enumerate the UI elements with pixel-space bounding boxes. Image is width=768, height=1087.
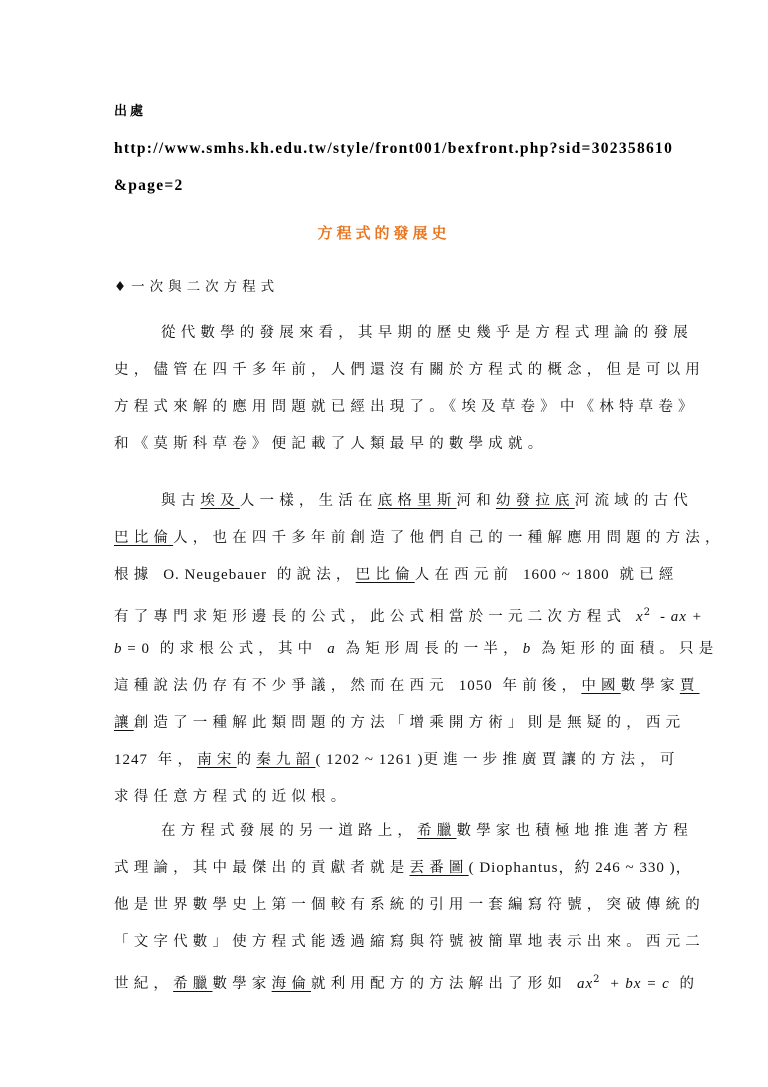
text: 世紀，: [114, 976, 174, 992]
underlined-term: 中國: [581, 678, 621, 694]
text-line: [114, 557, 679, 594]
text: 有了專門求矩形邊長的公式，此公式相當於一元二次方程式: [114, 609, 637, 625]
underlined-term: 賈: [679, 678, 700, 694]
math: b: [114, 641, 123, 657]
underlined-term: 希臘: [173, 976, 213, 992]
underlined-term: 丟番圖: [409, 860, 469, 876]
text: 為矩形的面積。只是: [531, 641, 719, 657]
math: + bx = c: [604, 976, 670, 992]
text-line: 從代數學的發展來看，其早期的歷史幾乎是方程式理論的發展: [161, 325, 693, 341]
number: 1600 ~ 1800: [523, 567, 610, 583]
text-line: 和《莫斯科草卷》便記載了人類最早的數學成就。: [114, 436, 548, 452]
paragraph-1: [114, 315, 705, 463]
date-range: ( 1202 ~ 1261 ): [315, 752, 424, 768]
source-url[interactable]: http://www.smhs.kh.edu.tw/style/front001/bexfront.php?sid=302358610&page=2: [114, 140, 674, 194]
text: 根據: [114, 567, 164, 583]
text: 的: [669, 976, 700, 992]
section-heading: [114, 275, 279, 295]
underlined-term: 幼發拉底: [495, 493, 575, 509]
underlined-term: 讓: [114, 715, 134, 731]
text: 在方程式發展的另一道路上，: [161, 823, 418, 839]
math: x: [636, 609, 644, 625]
text: 的求根公式，其中: [149, 641, 328, 657]
text: 他是世界數學史上第一個較有系統的引用一套編寫符號，突破傳統的: [114, 897, 705, 913]
text-line: [114, 961, 700, 998]
text-line: [114, 520, 725, 557]
math: ax: [576, 976, 594, 992]
text: 就利用配方的方法解出了形如: [311, 976, 577, 992]
diamond-bullet-icon: ♦: [114, 279, 132, 295]
text: 年，: [148, 752, 198, 768]
text-line: [114, 668, 700, 705]
text: 的: [236, 752, 257, 768]
text-line: [114, 483, 693, 520]
text-line: [114, 887, 705, 924]
text: 數學家也積極地推進著方程: [456, 823, 693, 839]
number: 1247: [114, 752, 148, 768]
paragraph-2: [114, 483, 725, 816]
underlined-term: 底格里斯: [377, 493, 457, 509]
text-line: [114, 594, 703, 631]
document-title: 方程式的發展史: [317, 224, 451, 242]
text: 人，也在四千多年前創造了他們自己的一種解應用問題的方法，: [173, 530, 725, 546]
text: 式理論，其中最傑出的貢獻者就是: [114, 860, 410, 876]
underlined-term: 希臘: [417, 823, 457, 839]
superscript: 2: [593, 974, 605, 985]
underlined-term: 巴比倫: [114, 530, 174, 546]
section-heading-text: 一次與二次方程式: [131, 279, 280, 295]
text: 數學家: [212, 976, 272, 992]
text-line: [114, 705, 686, 742]
text: 這種說法仍存有不少爭議，然而在西元: [114, 678, 459, 694]
latin-name: ( Diophantus，約 246 ~ 330 )，: [468, 860, 692, 876]
math: = 0: [122, 641, 150, 657]
text: 的說法，: [267, 567, 356, 583]
underlined-term: 巴比倫: [355, 567, 415, 583]
text: 更進一步推廣賈讓的方法，可: [423, 752, 680, 768]
text-line: [114, 631, 719, 668]
text: 為矩形周長的一半，: [335, 641, 523, 657]
text-line: [114, 742, 680, 779]
text-line: 史，儘管在四千多年前，人們還沒有關於方程式的概念，但是可以用: [114, 362, 705, 378]
source-label: 出處: [114, 104, 147, 119]
underlined-term: 秦九韶: [256, 752, 316, 768]
text: 求得任意方程式的近似根。: [114, 789, 351, 805]
text: 創造了一種解此類問題的方法「增乘開方術」則是無疑的，西元: [133, 715, 686, 731]
text: 河和: [456, 493, 496, 509]
text: 「文字代數」使方程式能透過縮寫與符號被簡單地表示出來。西元二: [114, 934, 705, 950]
text-line: [114, 779, 659, 816]
math: b: [522, 641, 532, 657]
text-line: 方程式來解的應用問題就已經出現了。《埃及草卷》中《林特草卷》: [114, 399, 698, 415]
text: 人在西元前: [414, 567, 524, 583]
text-line: [114, 813, 693, 850]
text: 人一樣，生活在: [239, 493, 378, 509]
text-line: [114, 850, 692, 887]
text: 河流域的古代: [574, 493, 693, 509]
text: 與古: [161, 493, 201, 509]
number: 1050: [458, 678, 493, 694]
math: - ax +: [655, 609, 703, 625]
underlined-term: 南宋: [197, 752, 237, 768]
text: 數學家: [620, 678, 680, 694]
superscript: 2: [643, 607, 656, 618]
latin-name: O. Neugebauer: [163, 567, 268, 583]
math: a: [327, 641, 336, 657]
text: 就已經: [609, 567, 679, 583]
text: 年前後，: [492, 678, 582, 694]
underlined-term: 埃及: [200, 493, 240, 509]
paragraph-3: [114, 813, 705, 998]
text-line: [114, 924, 705, 961]
underlined-term: 海倫: [271, 976, 312, 992]
